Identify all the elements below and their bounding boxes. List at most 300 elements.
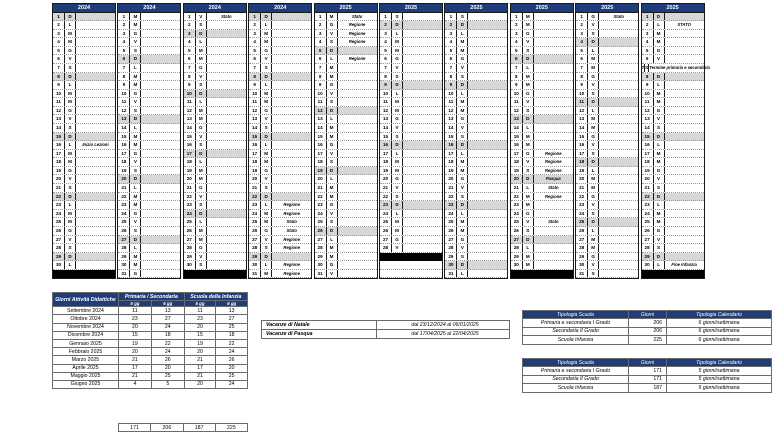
day-row bbox=[445, 150, 507, 159]
day-letter: M bbox=[523, 201, 534, 209]
school-calendar bbox=[52, 3, 774, 285]
day-letter: S bbox=[588, 270, 599, 278]
day-note: Regione bbox=[283, 245, 300, 251]
day-number: 25 bbox=[576, 218, 588, 226]
day-row bbox=[53, 38, 115, 47]
day-number: 16 bbox=[53, 141, 65, 149]
day-letter: G bbox=[261, 167, 272, 175]
day-number: 29 bbox=[315, 253, 327, 261]
day-number: 27 bbox=[511, 236, 523, 244]
day-row bbox=[445, 261, 507, 270]
school-type: Secondaria II Grado bbox=[523, 327, 629, 336]
day-letter: L bbox=[130, 64, 141, 72]
day-row bbox=[380, 107, 442, 116]
day-letter: S bbox=[196, 201, 207, 209]
day-number: 6 bbox=[53, 55, 65, 63]
day-letter: D bbox=[392, 81, 403, 89]
day-number: 15 bbox=[118, 133, 130, 141]
month-header: 2024 bbox=[53, 4, 115, 13]
day-row bbox=[642, 227, 704, 236]
day-row bbox=[315, 81, 377, 90]
day-row bbox=[642, 115, 704, 124]
day-row bbox=[642, 73, 704, 82]
tipologia-header: Tipologia Scuola bbox=[523, 311, 629, 319]
day-note bbox=[665, 115, 704, 123]
day-number: 22 bbox=[511, 193, 523, 201]
day-note bbox=[599, 47, 638, 55]
day-note bbox=[665, 201, 704, 209]
day-row bbox=[576, 55, 638, 64]
day-number: 3 bbox=[118, 30, 130, 38]
day-number: 23 bbox=[380, 201, 392, 209]
day-number: 22 bbox=[184, 193, 196, 201]
day-row bbox=[380, 218, 442, 227]
day-letter: V bbox=[196, 73, 207, 81]
day-row bbox=[511, 73, 573, 82]
day-letter: L bbox=[392, 90, 403, 98]
day-letter: S bbox=[392, 73, 403, 81]
day-note bbox=[207, 201, 246, 209]
day-letter: L bbox=[523, 64, 534, 72]
day-number: 20 bbox=[118, 175, 130, 183]
day-number: 18 bbox=[118, 158, 130, 166]
day-row bbox=[511, 38, 573, 47]
day-note bbox=[468, 90, 507, 98]
day-row bbox=[249, 261, 311, 270]
day-note bbox=[338, 227, 377, 235]
day-letter: M bbox=[392, 218, 403, 226]
day-letter: L bbox=[654, 201, 665, 209]
day-row bbox=[315, 218, 377, 227]
day-row bbox=[53, 21, 115, 30]
day-note bbox=[272, 193, 311, 201]
day-note bbox=[76, 261, 115, 269]
day-note bbox=[207, 141, 246, 149]
day-letter: S bbox=[327, 98, 338, 106]
day-note bbox=[403, 98, 442, 106]
day-number: 23 bbox=[53, 201, 65, 209]
day-letter: L bbox=[65, 81, 76, 89]
day-number: 11 bbox=[249, 98, 261, 106]
day-note bbox=[665, 124, 704, 132]
month-column bbox=[641, 3, 710, 279]
days-count: 11 bbox=[184, 307, 216, 315]
day-letter: D bbox=[65, 13, 76, 21]
day-number: 11 bbox=[118, 98, 130, 106]
day-row bbox=[118, 133, 180, 142]
day-note bbox=[665, 38, 704, 46]
day-number: 25 bbox=[642, 218, 654, 226]
day-letter: V bbox=[130, 218, 141, 226]
day-number: 10 bbox=[576, 90, 588, 98]
day-letter: D bbox=[196, 90, 207, 98]
school-type: Scuola Infanzia bbox=[523, 384, 629, 393]
day-number: 16 bbox=[445, 141, 457, 149]
day-note bbox=[599, 124, 638, 132]
day-number: 5 bbox=[511, 47, 523, 55]
day-letter: S bbox=[261, 244, 272, 252]
day-row bbox=[315, 193, 377, 202]
day-letter: S bbox=[588, 150, 599, 158]
day-row bbox=[511, 64, 573, 73]
day-note bbox=[534, 244, 573, 252]
day-letter: M bbox=[523, 193, 534, 201]
day-letter: G bbox=[65, 47, 76, 55]
day-number: 10 bbox=[249, 90, 261, 98]
day-note bbox=[403, 184, 442, 192]
day-number: 24 bbox=[511, 210, 523, 218]
day-letter: G bbox=[654, 47, 665, 55]
tipologia-5gg-table bbox=[522, 358, 772, 393]
day-number: 28 bbox=[53, 244, 65, 252]
day-number: 27 bbox=[576, 236, 588, 244]
day-letter: G bbox=[327, 141, 338, 149]
month-header: 2024 bbox=[184, 4, 246, 13]
day-letter: D bbox=[65, 133, 76, 141]
day-number: 1 bbox=[511, 13, 523, 21]
day-letter: S bbox=[130, 167, 141, 175]
day-number: 30 bbox=[445, 261, 457, 269]
day-row bbox=[642, 253, 704, 262]
day-number: 24 bbox=[380, 210, 392, 218]
day-number: 2 bbox=[380, 21, 392, 29]
day-note bbox=[141, 55, 180, 63]
day-number: 28 bbox=[380, 244, 392, 252]
day-number: 12 bbox=[53, 107, 65, 115]
day-row bbox=[118, 124, 180, 133]
day-letter: L bbox=[654, 261, 665, 269]
day-letter: S bbox=[261, 124, 272, 132]
day-note bbox=[534, 133, 573, 141]
day-number: 28 bbox=[184, 244, 196, 252]
day-row bbox=[184, 107, 246, 116]
day-letter: M bbox=[261, 210, 272, 218]
day-letter: M bbox=[457, 38, 468, 46]
day-number: 16 bbox=[118, 141, 130, 149]
day-note bbox=[599, 90, 638, 98]
day-note bbox=[403, 47, 442, 55]
day-letter: G bbox=[523, 210, 534, 218]
day-letter: L bbox=[588, 167, 599, 175]
day-letter: M bbox=[65, 98, 76, 106]
day-row bbox=[642, 81, 704, 90]
day-letter: M bbox=[196, 227, 207, 235]
day-row bbox=[576, 13, 638, 22]
day-number: 30 bbox=[184, 261, 196, 269]
day-number: 9 bbox=[445, 81, 457, 89]
day-row bbox=[118, 81, 180, 90]
day-row bbox=[53, 55, 115, 64]
day-letter: M bbox=[196, 47, 207, 55]
day-note bbox=[534, 124, 573, 132]
day-note bbox=[272, 38, 311, 46]
days-count: 20 bbox=[151, 364, 184, 372]
day-note bbox=[665, 244, 704, 252]
day-note bbox=[272, 124, 311, 132]
day-note bbox=[141, 38, 180, 46]
day-letter: M bbox=[457, 98, 468, 106]
day-note bbox=[599, 253, 638, 261]
days-count: 206 bbox=[629, 319, 667, 328]
day-note bbox=[403, 73, 442, 81]
day-letter: L bbox=[457, 150, 468, 158]
totals-row bbox=[118, 423, 248, 432]
day-letter: V bbox=[654, 55, 665, 63]
day-number: 12 bbox=[445, 107, 457, 115]
day-number: 1 bbox=[445, 13, 457, 21]
day-letter: G bbox=[327, 21, 338, 29]
day-note bbox=[76, 201, 115, 209]
day-letter: L bbox=[327, 236, 338, 244]
day-row bbox=[576, 64, 638, 73]
days-count: 20 bbox=[184, 348, 216, 356]
day-note bbox=[272, 141, 311, 149]
day-note bbox=[403, 201, 442, 209]
day-row bbox=[576, 244, 638, 253]
day-number: 22 bbox=[642, 193, 654, 201]
day-note bbox=[338, 47, 377, 55]
day-letter: M bbox=[588, 236, 599, 244]
day-number: 18 bbox=[511, 158, 523, 166]
day-letter: S bbox=[654, 184, 665, 192]
day-note bbox=[76, 167, 115, 175]
day-letter: L bbox=[327, 175, 338, 183]
day-note bbox=[599, 175, 638, 183]
day-letter: V bbox=[392, 244, 403, 252]
day-number: 2 bbox=[118, 21, 130, 29]
day-number: 6 bbox=[642, 55, 654, 63]
day-letter: V bbox=[523, 158, 534, 166]
day-row bbox=[249, 150, 311, 159]
day-row bbox=[380, 150, 442, 159]
day-note bbox=[534, 210, 573, 218]
day-note bbox=[76, 158, 115, 166]
day-note bbox=[468, 227, 507, 235]
day-number: 29 bbox=[184, 253, 196, 261]
calendario-header: Tipologia Calendario bbox=[667, 311, 772, 319]
day-note bbox=[76, 193, 115, 201]
day-number: 1 bbox=[118, 13, 130, 21]
day-row bbox=[445, 30, 507, 39]
day-row bbox=[315, 30, 377, 39]
month-header: 2025 bbox=[511, 4, 573, 13]
day-note bbox=[141, 244, 180, 252]
day-letter: M bbox=[196, 55, 207, 63]
day-row bbox=[53, 218, 115, 227]
day-letter: G bbox=[457, 115, 468, 123]
day-number: 8 bbox=[315, 73, 327, 81]
day-letter: S bbox=[457, 133, 468, 141]
days-count: 20 bbox=[184, 380, 216, 388]
day-letter: V bbox=[588, 261, 599, 269]
day-number: 11 bbox=[642, 98, 654, 106]
day-row bbox=[576, 38, 638, 47]
day-number: 7 bbox=[184, 64, 196, 72]
day-note bbox=[599, 21, 638, 29]
days-count: 21 bbox=[119, 372, 152, 380]
day-note bbox=[665, 184, 704, 192]
day-letter: V bbox=[196, 193, 207, 201]
day-note bbox=[665, 13, 704, 21]
day-note bbox=[141, 124, 180, 132]
day-row bbox=[184, 218, 246, 227]
day-number: 24 bbox=[184, 210, 196, 218]
day-note bbox=[76, 64, 115, 72]
day-number: 2 bbox=[576, 21, 588, 29]
day-number: 29 bbox=[511, 253, 523, 261]
day-row bbox=[249, 193, 311, 202]
day-number: 9 bbox=[380, 81, 392, 89]
day-number: 12 bbox=[184, 107, 196, 115]
day-letter: S bbox=[261, 184, 272, 192]
day-row bbox=[118, 30, 180, 39]
day-row bbox=[511, 184, 573, 193]
day-number: 7 bbox=[53, 64, 65, 72]
day-note bbox=[141, 141, 180, 149]
day-row bbox=[576, 124, 638, 133]
day-letter: M bbox=[654, 90, 665, 98]
day-letter: M bbox=[457, 107, 468, 115]
day-letter: D bbox=[196, 150, 207, 158]
day-letter: S bbox=[588, 210, 599, 218]
day-number: 25 bbox=[118, 218, 130, 226]
calendar-type: 5 giorni/settimana bbox=[667, 367, 772, 376]
day-row bbox=[249, 98, 311, 107]
day-row bbox=[380, 210, 442, 219]
day-note bbox=[403, 55, 442, 63]
day-row bbox=[380, 133, 442, 142]
day-row bbox=[315, 73, 377, 82]
day-letter: S bbox=[588, 30, 599, 38]
day-note bbox=[665, 90, 704, 98]
days-count: 25 bbox=[216, 372, 248, 380]
month-label: Dicembre 2024 bbox=[53, 331, 119, 339]
day-letter: M bbox=[327, 244, 338, 252]
day-number: 2 bbox=[642, 21, 654, 29]
day-note bbox=[403, 193, 442, 201]
day-row bbox=[249, 184, 311, 193]
day-letter: S bbox=[392, 133, 403, 141]
day-note bbox=[403, 124, 442, 132]
day-note bbox=[76, 184, 115, 192]
day-note bbox=[599, 150, 638, 158]
day-letter: G bbox=[588, 253, 599, 261]
day-note bbox=[665, 133, 704, 141]
day-note bbox=[534, 21, 573, 29]
month-column bbox=[117, 3, 181, 279]
day-note: Regione bbox=[283, 236, 300, 242]
day-note bbox=[207, 107, 246, 115]
day-row bbox=[184, 38, 246, 47]
sub-header: 5 gg bbox=[119, 301, 152, 307]
day-number: 22 bbox=[380, 193, 392, 201]
day-number: 14 bbox=[576, 124, 588, 132]
day-row bbox=[576, 184, 638, 193]
day-row bbox=[380, 175, 442, 184]
day-letter: V bbox=[65, 175, 76, 183]
day-row bbox=[53, 73, 115, 82]
day-row bbox=[53, 201, 115, 210]
day-number: 7 bbox=[118, 64, 130, 72]
empty-row bbox=[380, 261, 442, 270]
day-note bbox=[534, 73, 573, 81]
day-note bbox=[468, 218, 507, 226]
day-letter: M bbox=[588, 175, 599, 183]
day-note bbox=[403, 64, 442, 72]
day-row bbox=[249, 236, 311, 245]
day-row bbox=[118, 193, 180, 202]
day-number: 23 bbox=[118, 201, 130, 209]
day-note bbox=[141, 64, 180, 72]
day-number: 2 bbox=[315, 21, 327, 29]
day-note bbox=[468, 210, 507, 218]
day-letter: V bbox=[327, 90, 338, 98]
day-row bbox=[576, 236, 638, 245]
days-count: 21 bbox=[184, 356, 216, 364]
day-number: 26 bbox=[249, 227, 261, 235]
day-letter: M bbox=[457, 218, 468, 226]
day-number: 26 bbox=[380, 227, 392, 235]
day-letter: D bbox=[261, 13, 272, 21]
day-letter: D bbox=[457, 21, 468, 29]
day-letter: G bbox=[130, 30, 141, 38]
day-row bbox=[511, 227, 573, 236]
day-note bbox=[76, 81, 115, 89]
day-note bbox=[76, 150, 115, 158]
day-row bbox=[511, 261, 573, 270]
day-letter: D bbox=[654, 253, 665, 261]
day-number: 30 bbox=[642, 261, 654, 269]
day-letter: L bbox=[196, 98, 207, 106]
day-note bbox=[207, 115, 246, 123]
day-note: Regione bbox=[283, 270, 300, 276]
day-number: 29 bbox=[118, 253, 130, 261]
day-note bbox=[76, 30, 115, 38]
day-note bbox=[468, 30, 507, 38]
day-note: STATO bbox=[677, 22, 691, 28]
month-column bbox=[183, 3, 247, 279]
day-letter: M bbox=[130, 201, 141, 209]
day-letter: M bbox=[130, 81, 141, 89]
day-row bbox=[380, 81, 442, 90]
day-row bbox=[184, 175, 246, 184]
day-note bbox=[272, 158, 311, 166]
day-row bbox=[118, 141, 180, 150]
day-row bbox=[511, 21, 573, 30]
day-number: 8 bbox=[249, 73, 261, 81]
day-row bbox=[642, 30, 704, 39]
day-number: 12 bbox=[511, 107, 523, 115]
empty-row bbox=[642, 270, 704, 279]
day-number: 4 bbox=[184, 38, 196, 46]
day-letter: M bbox=[130, 253, 141, 261]
day-letter: M bbox=[196, 167, 207, 175]
day-note: Stato bbox=[286, 227, 297, 233]
day-row bbox=[445, 184, 507, 193]
day-letter: M bbox=[654, 150, 665, 158]
day-note bbox=[141, 81, 180, 89]
month-header: 2025 bbox=[576, 4, 638, 13]
day-row bbox=[511, 253, 573, 262]
day-note bbox=[272, 107, 311, 115]
day-row bbox=[249, 167, 311, 176]
day-row bbox=[53, 47, 115, 56]
day-note bbox=[468, 244, 507, 252]
day-note bbox=[207, 64, 246, 72]
day-row bbox=[184, 236, 246, 245]
day-letter: S bbox=[654, 244, 665, 252]
day-row bbox=[315, 167, 377, 176]
